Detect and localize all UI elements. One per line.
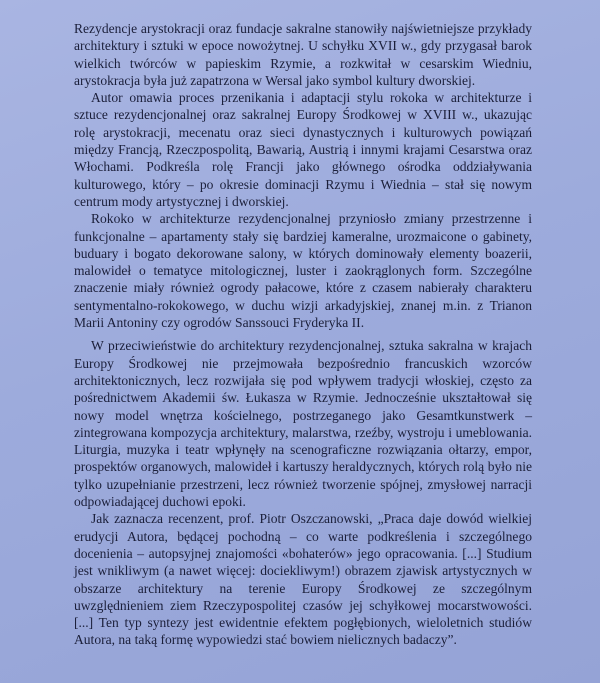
- paragraph-sacred-art: W przeciwieństwie do architektury rezydencjonalnej, sztuka sakralna w krajach Europy Środkowej nie przejmowała bezpośrednio francuskich wzorców architektonicznych, lecz rozwijała się pod wpływem tradycji włoskiej, często za pośrednictwem Akademii św. Łukasza w Rzymie. Jednocześnie ukształtował się nowy model wnętrza kościelnego, postrzeganego jako Gesamtkunstwerk – zintegrowana kompozycja architektury, malarstwa, rzeźby, wystroju i umeblowania. Liturgia, muzyka i teatr wpłynęły na scenograficzne rozwiązania ołtarzy, empor, prospektów organowych, malowideł i kartuszy heraldycznych, których rolą było nie tylko uzupełnianie przestrzeni, lecz również tworzenie spójnej, zmysłowej narracji odpowiadającej duchowi epoki.: [74, 338, 532, 510]
- paragraph-intro: Rezydencje arystokracji oraz fundacje sakralne stanowiły najświetniejsze przykłady architektury i sztuki w epoce nowożytnej. U schyłku XVII w., gdy przygasał barok wielkich twórców w papieskim Rzymie, a rozkwitał w cesarskim Wiedniu, arystokracja była już zapatrzona w Wersal jako symbol kultury dworskiej.: [74, 21, 532, 88]
- paragraph-author-overview: Autor omawia proces przenikania i adaptacji stylu rokoka w architekturze i sztuce rezydencjonalnej oraz sakralnej Europy Środkowej w XVIII w., ukazując rolę arystokracji, mecenatu oraz sieci dynastycznych i kulturowych powiązań między Francją, Rzeczpospolitą, Bawarią, Austrią i innymi krajami Cesarstwa oraz Włochami. Podkreśla rolę Francji jako głównego ośrodka oddziaływania kulturowego, który – po okresie dominacji Rzymu i Wiednia – stał się nowym centrum mody artystycznej i dworskiej.: [74, 90, 532, 209]
- paragraph-rococo-residential: Rokoko w architekturze rezydencjonalnej przyniosło zmiany przestrzenne i funkcjonalne – apartamenty stały się bardziej kameralne, urozmaicone o gabinety, buduary i bogato dekorowane salony, w których dominowały elementy boazerii, malowideł o tematyce mitologicznej, luster i zaokrąglonych form. Szczególne znaczenie miały również ogrody pałacowe, które z czasem nabierały charakteru sentymentalno-rokokowego, w duchu wizji arkadyjskiej, znanej m.in. z Trianon Marii Antoniny czy ogrodów Sanssouci Fryderyka II.: [74, 211, 532, 331]
- blurb-text: [74, 20, 532, 649]
- paragraph-reviewer-quote: Jak zaznacza recenzent, prof. Piotr Oszczanowski, „Praca daje dowód wielkiej erudycji Autora, będącej pochodną – co warte podkreślenia i szczególnego docenienia – autopsyjnej znajomości «bohaterów» jego opracowania. [...] Studium jest wnikliwym (a nawet więcej: dociekliwym!) obrazem zjawisk artystycznych w obszarze architektury na terenie Europy Środkowej ze szczególnym uwzględnieniem ziem Rzeczypospolitej czasów jej schyłkowej mocarstwowości. [...] Ten typ syntezy jest ewidentnie efektem pogłębionych, wieloletnich studiów Autora, na taką formę wypowiedzi stać bowiem nielicznych badaczy”.: [74, 511, 532, 648]
